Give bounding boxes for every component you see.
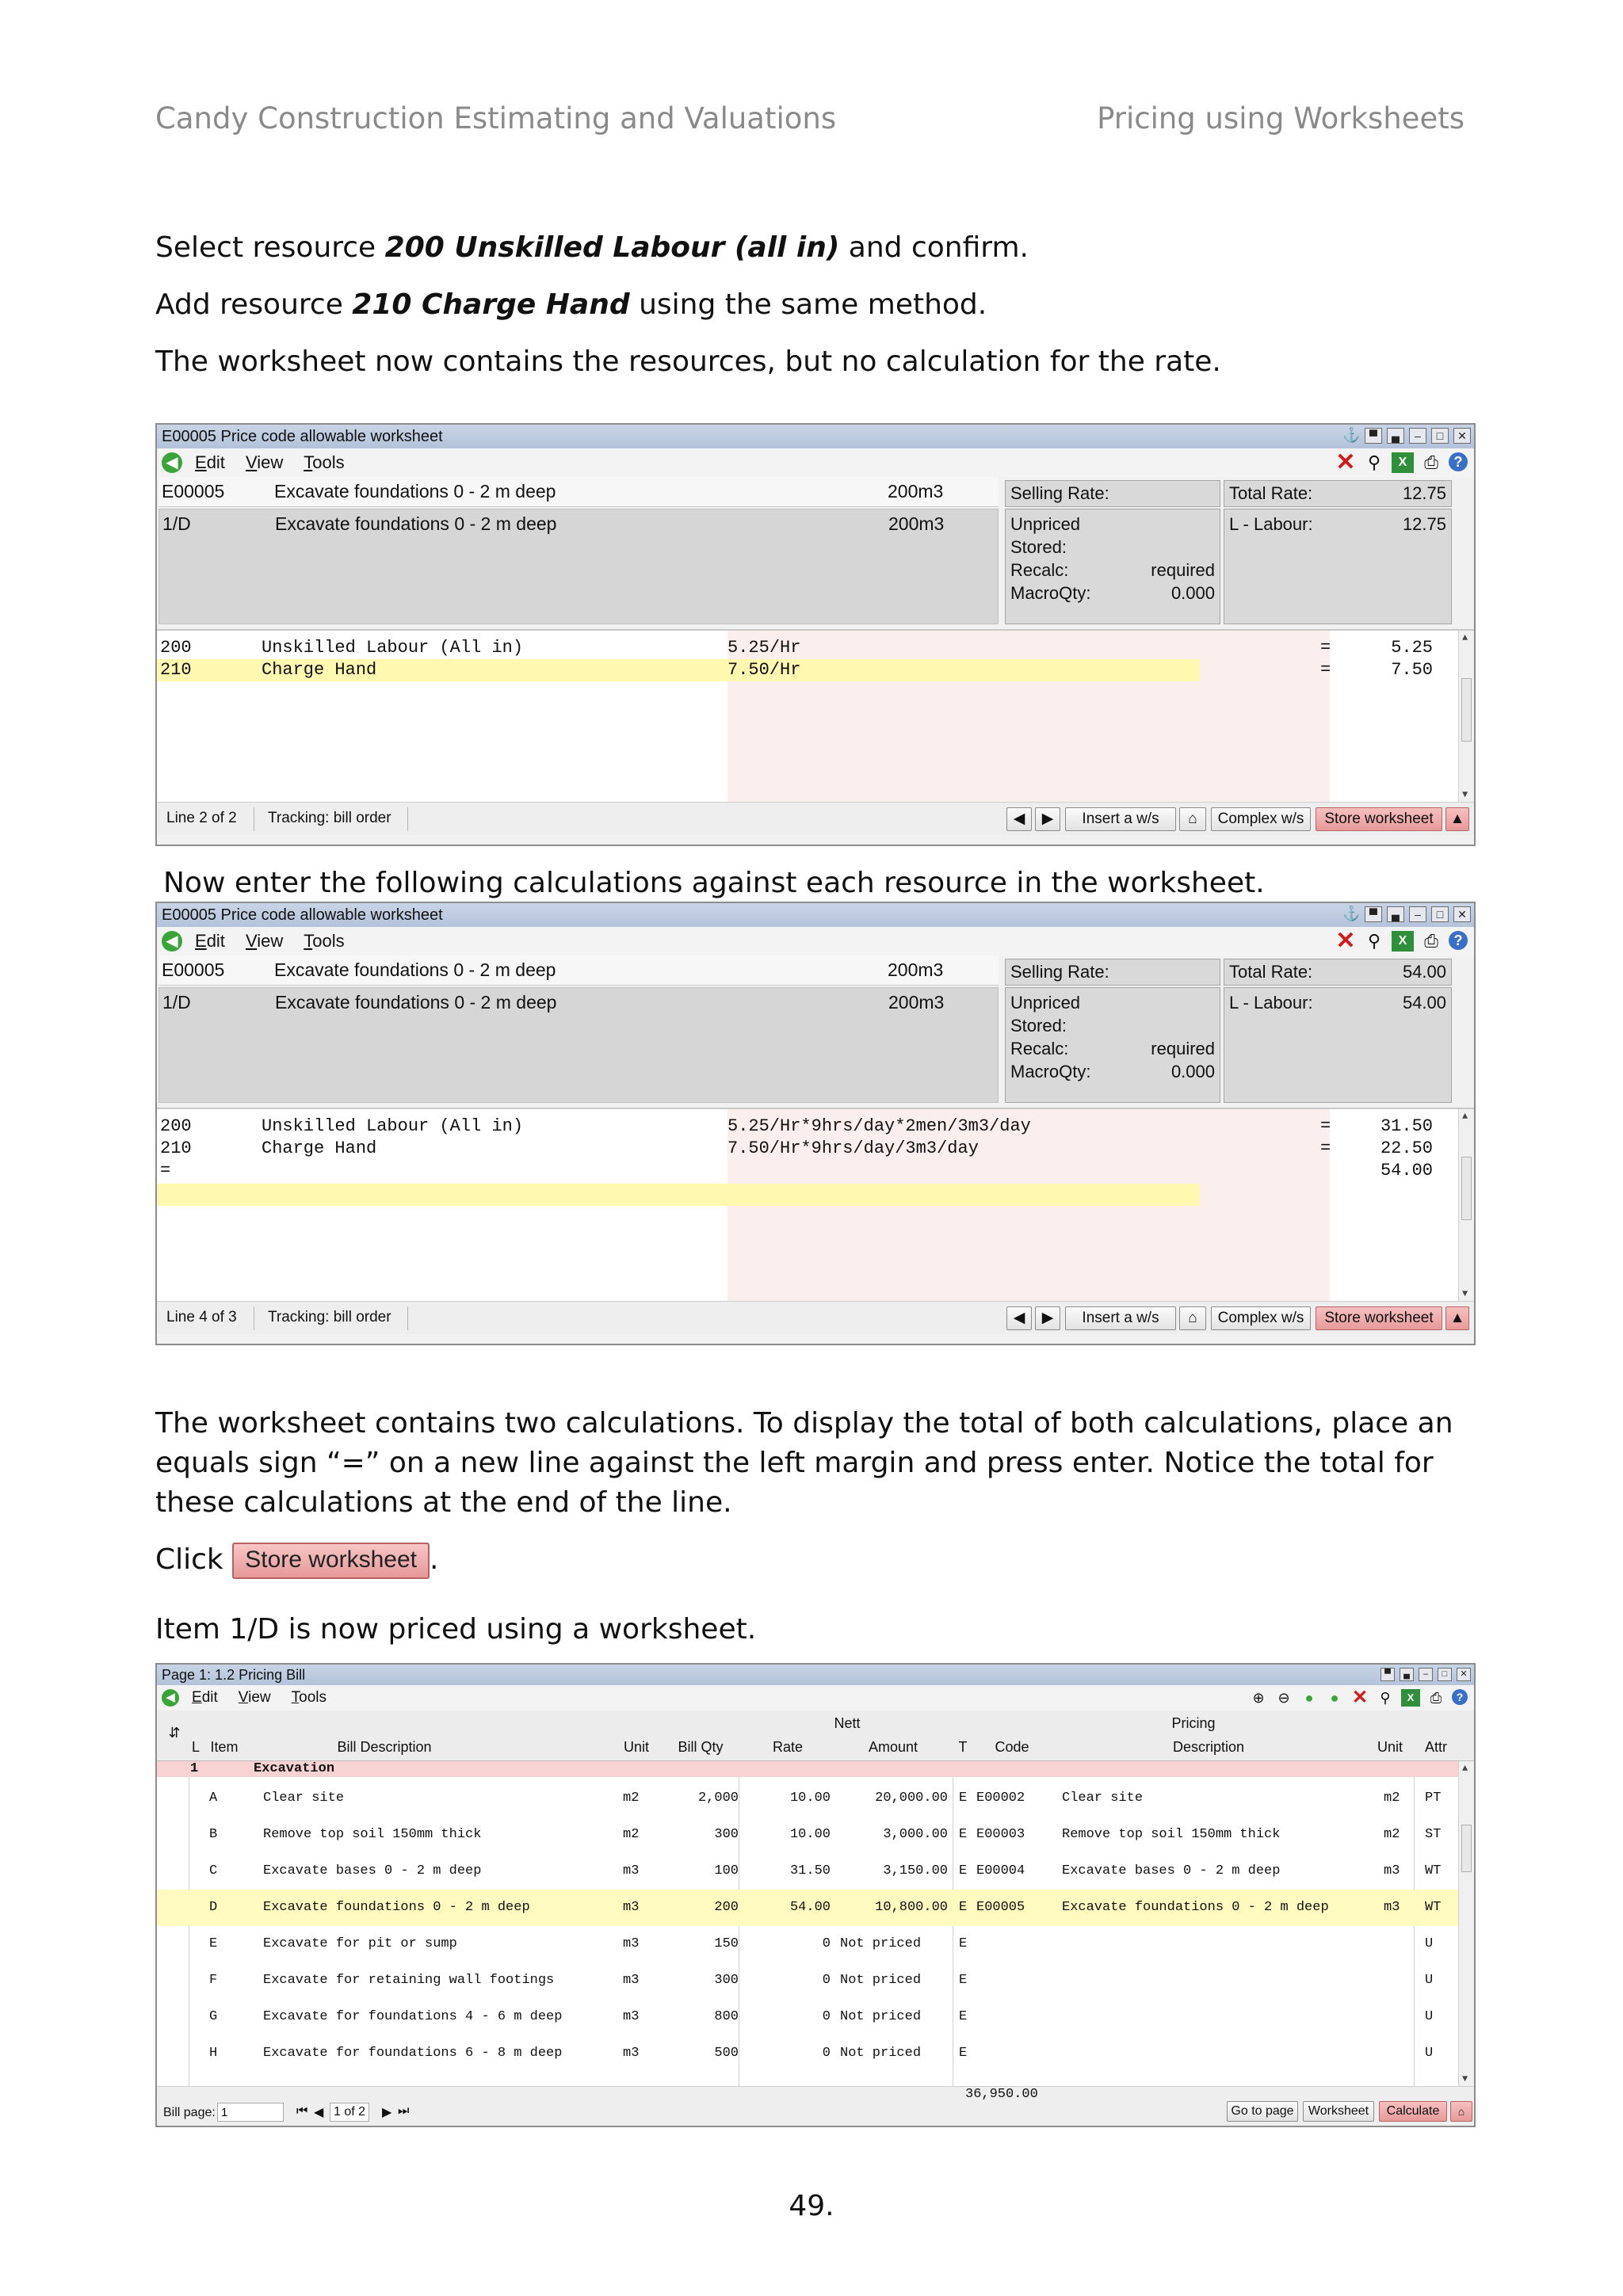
page-number: 49.: [789, 2190, 834, 2222]
scroll-thumb[interactable]: [1461, 1825, 1472, 1872]
binoculars-icon[interactable]: ⚲: [1380, 1690, 1391, 1706]
page-of-indicator: 1 of 2: [330, 2103, 369, 2122]
column-chooser-icon[interactable]: ⇵: [168, 1725, 181, 1741]
worksheet-header: [157, 477, 1474, 629]
line-status: Line 4 of 3: [166, 1309, 237, 1325]
bill-page-input[interactable]: [217, 2103, 284, 2122]
go-to-page-button[interactable]: Go to page: [1227, 2101, 1298, 2122]
print-icon[interactable]: ⎙: [1424, 452, 1438, 472]
next-page-icon[interactable]: ▶: [382, 2106, 392, 2119]
complex-ws-button[interactable]: Complex w/s: [1211, 807, 1311, 831]
paragraph-item-priced: Item 1/D is now priced using a worksheet.: [155, 1613, 757, 1646]
bill-grid-header: [157, 1711, 1474, 1761]
scroll-thumb[interactable]: [1461, 1157, 1472, 1220]
column-amount[interactable]: Amount: [868, 1739, 918, 1755]
bill-total: 36,950.00: [965, 2087, 1038, 2102]
minimize-icon[interactable]: –: [1419, 1668, 1433, 1681]
paragraph-add-resource: Add resource 210 Charge Hand using the same method.: [155, 288, 987, 321]
dock-icon[interactable]: ▀: [1365, 428, 1382, 444]
worksheet-total-line[interactable]: = 54.00: [160, 1161, 1433, 1180]
selling-rate-box: Selling Rate:: [1005, 480, 1220, 507]
column-code[interactable]: Code: [995, 1739, 1029, 1755]
bill-page-label: Bill page:: [163, 2106, 216, 2119]
column-t[interactable]: T: [958, 1739, 968, 1755]
scroll-up-icon[interactable]: ▲: [1462, 1763, 1468, 1774]
labour-box: L - Labour: 12.75: [1224, 509, 1452, 624]
prev-icon[interactable]: ◀: [1006, 1306, 1032, 1330]
worksheet-line[interactable]: 210 Charge Hand 7.50/Hr*9hrs/day/3m3/day = 22.50: [160, 1138, 1433, 1158]
dock-icon[interactable]: ▀: [1365, 906, 1382, 922]
back-arrow-icon[interactable]: ◀: [162, 1689, 179, 1707]
back-arrow-icon[interactable]: ◀: [162, 931, 182, 952]
prev-page-icon[interactable]: ◀: [314, 2106, 324, 2119]
window-title-bar: [157, 425, 1474, 448]
worksheet-status-bar: [157, 1301, 1474, 1334]
document-header-right: Pricing using Worksheets: [1097, 101, 1465, 135]
float-icon[interactable]: ▄: [1400, 1668, 1414, 1681]
first-page-icon[interactable]: ⏮: [296, 2104, 308, 2118]
menu-bar: [157, 448, 1474, 477]
excel-icon[interactable]: X: [1401, 1689, 1420, 1707]
menu-tools[interactable]: Tools: [304, 931, 345, 951]
pin-icon[interactable]: ⚓: [1342, 906, 1361, 921]
expand-icon[interactable]: ▲: [1445, 807, 1469, 831]
close-window-icon[interactable]: ✕: [1453, 906, 1471, 922]
paragraph-select-resource: Select resource 200 Unskilled Labour (all in) and confirm.: [155, 231, 1029, 264]
scroll-down-icon[interactable]: ▼: [1462, 1288, 1468, 1299]
status-box: Unpriced Stored: Recalc: required MacroQty: 0.000: [1005, 509, 1220, 624]
pin-icon[interactable]: ⚓: [1342, 427, 1361, 443]
dock-icon[interactable]: ▀: [1381, 1668, 1395, 1681]
worksheet-button[interactable]: Worksheet: [1303, 2101, 1374, 2122]
tracking-status: Tracking: bill order: [268, 1309, 391, 1325]
group-header-nett: Nett: [834, 1715, 861, 1731]
document-header-left: Candy Construction Estimating and Valuations: [155, 101, 837, 135]
window-title: E00005 Price code allowable worksheet: [162, 906, 443, 924]
go-forward-icon[interactable]: ●: [1330, 1690, 1339, 1706]
vertical-scrollbar[interactable]: [1458, 1761, 1474, 2086]
scroll-thumb[interactable]: [1461, 678, 1472, 742]
vertical-scrollbar[interactable]: [1458, 1109, 1474, 1301]
worksheet-line[interactable]: 200 Unskilled Labour (All in) 5.25/Hr = 5.25: [160, 638, 1433, 658]
labour-box: L - Labour: 54.00: [1224, 987, 1452, 1103]
bill-item-row: 1/D Excavate foundations 0 - 2 m deep 200m3: [158, 509, 999, 624]
excel-icon[interactable]: X: [1392, 931, 1414, 952]
total-rate-box: Total Rate: 54.00: [1224, 959, 1452, 986]
worksheet-lines[interactable]: [157, 629, 1474, 802]
menu-view[interactable]: View: [245, 931, 284, 951]
expand-icon[interactable]: ▲: [1445, 1306, 1469, 1330]
delete-icon[interactable]: ✕: [1335, 449, 1356, 475]
maximize-icon[interactable]: □: [1438, 1668, 1452, 1681]
vertical-scrollbar[interactable]: [1458, 631, 1474, 802]
store-worksheet-button-image: Store worksheet: [232, 1543, 430, 1579]
worksheet-line[interactable]: 200 Unskilled Labour (All in) 5.25/Hr*9hrs/day*2men/3m3/day = 31.50: [160, 1116, 1433, 1136]
complex-ws-button[interactable]: Complex w/s: [1211, 1306, 1311, 1330]
worksheet-window-2: [155, 902, 1476, 1345]
maximize-icon[interactable]: □: [1431, 428, 1449, 444]
column-description[interactable]: Description: [1172, 1739, 1245, 1755]
tracking-status: Tracking: bill order: [268, 810, 391, 826]
help-icon[interactable]: ?: [1449, 452, 1468, 471]
table-row[interactable]: G Excavate for foundations 4 - 6 m deep m3 800 0 Not priced E U: [209, 2009, 1434, 2024]
maximize-icon[interactable]: □: [1431, 906, 1449, 922]
paragraph-click-store: Click Store worksheet .: [155, 1540, 1471, 1580]
selling-rate-box: Selling Rate:: [1005, 959, 1220, 986]
scroll-down-icon[interactable]: ▼: [1462, 789, 1468, 800]
table-row[interactable]: A Clear site m2 2,000 10.00 20,000.00 E E00002 Clear site m2 PT: [209, 1791, 1442, 1806]
column-rate[interactable]: Rate: [772, 1739, 804, 1755]
prev-icon[interactable]: ◀: [1006, 807, 1032, 831]
worksheet-status-bar: [157, 802, 1474, 835]
line-status: Line 2 of 2: [166, 810, 237, 826]
menu-tools[interactable]: Tools: [304, 452, 345, 472]
worksheet-header: [157, 955, 1474, 1108]
window-title-bar: [157, 1665, 1474, 1685]
back-arrow-icon[interactable]: ◀: [162, 452, 182, 473]
help-icon[interactable]: ?: [1449, 931, 1468, 950]
paragraph-enter-calculations: Now enter the following calculations against each resource in the worksheet.: [163, 867, 1265, 899]
worksheet-lines[interactable]: [157, 1108, 1474, 1301]
float-icon[interactable]: ▄: [1387, 906, 1404, 922]
table-row[interactable]: C Excavate bases 0 - 2 m deep m3 100 31.50 3,150.00 E E00004 Excavate bases 0 - 2 m deep m3 WT: [209, 1863, 1442, 1878]
menu-view[interactable]: View: [238, 1689, 271, 1706]
insert-ws-button[interactable]: Insert a w/s: [1065, 807, 1176, 831]
help-icon[interactable]: ?: [1452, 1689, 1468, 1705]
store-worksheet-button[interactable]: Store worksheet: [1316, 807, 1442, 831]
scroll-up-icon[interactable]: ▲: [1462, 1111, 1468, 1122]
menu-view[interactable]: View: [245, 452, 284, 472]
table-row[interactable]: F Excavate for retaining wall footings m3 300 0 Not priced E U: [209, 1973, 1434, 1988]
group-header-pricing: Pricing: [1171, 1715, 1216, 1731]
menu-bar: [157, 1685, 1474, 1711]
scroll-up-icon[interactable]: ▲: [1462, 632, 1468, 643]
print-icon[interactable]: ⎙: [1430, 1690, 1442, 1706]
binoculars-icon[interactable]: ⚲: [1367, 452, 1381, 472]
price-code-row: E00005 Excavate foundations 0 - 2 m deep 200m3: [158, 477, 999, 507]
column-l[interactable]: L: [191, 1739, 200, 1755]
print-icon[interactable]: ⎙: [1424, 931, 1438, 951]
table-row[interactable]: E Excavate for pit or sump m3 150 0 Not priced E U: [209, 1936, 1434, 1951]
float-icon[interactable]: ▄: [1387, 428, 1404, 444]
price-code-row: E00005 Excavate foundations 0 - 2 m deep 200m3: [158, 955, 999, 986]
next-icon[interactable]: ▶: [1035, 1306, 1060, 1330]
total-rate-box: Total Rate: 12.75: [1224, 480, 1452, 507]
bill-item-row: 1/D Excavate foundations 0 - 2 m deep 200m3: [158, 987, 999, 1103]
column-unit[interactable]: Unit: [623, 1739, 649, 1755]
worksheet-line[interactable]: 210 Charge Hand 7.50/Hr = 7.50: [157, 659, 1457, 681]
store-worksheet-button[interactable]: Store worksheet: [1316, 1306, 1442, 1330]
bill-status-bar: [157, 2086, 1474, 2126]
pricing-bill-window: [155, 1663, 1476, 2127]
table-row-selected[interactable]: D Excavate foundations 0 - 2 m deep m3 200 54.00 10,800.00 E E00005 Excavate foundations 0 - 2 m deep m3 WT: [157, 1890, 1461, 1926]
column-item[interactable]: Item: [210, 1739, 239, 1755]
minimize-icon[interactable]: –: [1409, 428, 1426, 444]
insert-ws-button[interactable]: Insert a w/s: [1065, 1306, 1176, 1330]
go-back-icon[interactable]: ●: [1304, 1690, 1314, 1706]
delete-icon[interactable]: ✕: [1351, 1687, 1369, 1708]
status-box: Unpriced Stored: Recalc: required MacroQty: 0.000: [1005, 987, 1220, 1103]
window-title-bar: [157, 903, 1474, 927]
section-row[interactable]: 1 Excavation: [157, 1761, 1461, 1777]
paragraph-worksheet-contains: The worksheet now contains the resources, but no calculation for the rate.: [155, 345, 1221, 378]
window-title: E00005 Price code allowable worksheet: [162, 428, 443, 445]
window-title: Page 1: 1.2 Pricing Bill: [162, 1667, 306, 1683]
column-bill-description[interactable]: Bill Description: [337, 1739, 432, 1755]
scroll-down-icon[interactable]: ▼: [1462, 2073, 1468, 2084]
zoom-in-icon[interactable]: ⊕: [1252, 1690, 1265, 1706]
home-icon[interactable]: ⌂: [1450, 2101, 1472, 2122]
worksheet-line-empty[interactable]: [157, 1184, 1457, 1206]
minimize-icon[interactable]: –: [1409, 906, 1426, 922]
column-bill-qty[interactable]: Bill Qty: [678, 1739, 724, 1755]
paragraph-total-explanation: The worksheet contains two calculations. To display the total of both calculations, place an equals sign “=” on a new line against the left margin and press enter. Notice the total for these calculations at the end of the line.: [155, 1407, 1453, 1519]
last-page-icon[interactable]: ⏭: [398, 2104, 410, 2118]
menu-edit[interactable]: Edit: [195, 931, 225, 951]
menu-edit[interactable]: Edit: [192, 1689, 218, 1706]
column-attr[interactable]: Attr: [1424, 1739, 1447, 1755]
menu-tools[interactable]: Tools: [291, 1689, 327, 1706]
worksheet-window-1: [155, 423, 1476, 846]
column-pricing-unit[interactable]: Unit: [1377, 1739, 1403, 1755]
calculate-button[interactable]: Calculate: [1379, 2101, 1447, 2122]
menu-edit[interactable]: Edit: [195, 452, 225, 472]
close-window-icon[interactable]: ✕: [1453, 428, 1471, 444]
close-window-icon[interactable]: ✕: [1457, 1668, 1471, 1681]
zoom-out-icon[interactable]: ⊖: [1277, 1690, 1290, 1706]
binoculars-icon[interactable]: ⚲: [1367, 931, 1381, 951]
home-icon[interactable]: ⌂: [1179, 1306, 1206, 1330]
table-row[interactable]: B Remove top soil 150mm thick m2 300 10.00 3,000.00 E E00003 Remove top soil 150mm thick m2 ST: [209, 1827, 1442, 1842]
home-icon[interactable]: ⌂: [1179, 807, 1206, 831]
next-icon[interactable]: ▶: [1035, 807, 1060, 831]
table-row[interactable]: H Excavate for foundations 6 - 8 m deep m3 500 0 Not priced E U: [209, 2046, 1434, 2061]
bill-grid[interactable]: [157, 1761, 1474, 2086]
delete-icon[interactable]: ✕: [1335, 928, 1356, 954]
excel-icon[interactable]: X: [1392, 452, 1414, 473]
menu-bar: [157, 927, 1474, 955]
